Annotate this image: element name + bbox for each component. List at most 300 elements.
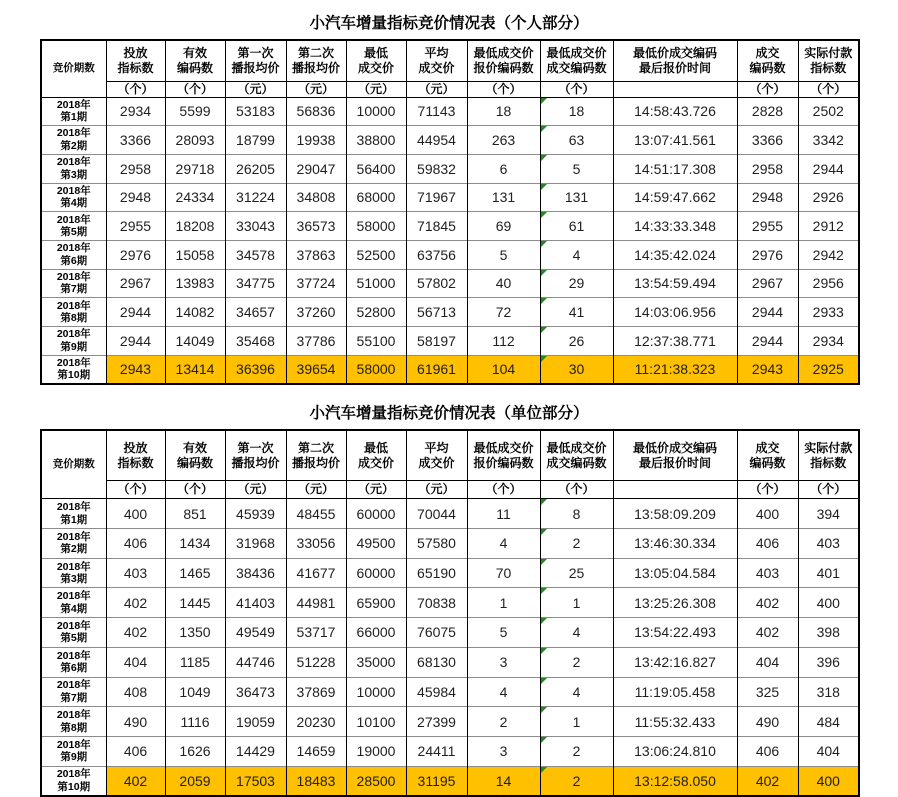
cell-last-bid-time: 13:54:22.493 xyxy=(613,618,737,648)
period-number: 第9期 xyxy=(60,340,88,353)
cell-lowest-deal-price: 49500 xyxy=(346,529,406,559)
column-header-label: 最低 xyxy=(363,440,388,455)
column-header-lowest-price-bid-codes xyxy=(467,430,540,481)
cell-actual-paid-quota: 401 xyxy=(798,558,859,588)
cell-lowest-price-bid-codes: 131 xyxy=(467,183,540,212)
cell-average-deal-price: 27399 xyxy=(406,707,467,737)
period-cell xyxy=(41,269,106,298)
cell-lowest-price-bid-codes: 112 xyxy=(467,327,540,356)
cell-lowest-deal-price: 66000 xyxy=(346,618,406,648)
table-row xyxy=(41,707,859,737)
cell-actual-paid-quota: 484 xyxy=(798,707,859,737)
column-header-deal-codes xyxy=(737,430,798,481)
table-row xyxy=(41,183,859,212)
column-unit-second-broadcast-avg: （元） xyxy=(286,481,346,499)
cell-second-broadcast-avg: 19938 xyxy=(286,126,346,155)
period-cell xyxy=(41,355,106,384)
cell-valid-codes: 28093 xyxy=(165,126,225,155)
cell-average-deal-price: 58197 xyxy=(406,327,467,356)
period-number: 第6期 xyxy=(60,254,88,267)
cell-lowest-price-bid-codes: 72 xyxy=(467,298,540,327)
cell-lowest-deal-price: 68000 xyxy=(346,183,406,212)
period-cell xyxy=(41,588,106,618)
cell-released-quota: 406 xyxy=(106,529,165,559)
cell-average-deal-price: 57802 xyxy=(406,269,467,298)
cell-first-broadcast-avg: 18799 xyxy=(225,126,286,155)
cell-released-quota: 406 xyxy=(106,736,165,766)
column-header-label: 指标数 xyxy=(117,455,154,470)
header-label-row xyxy=(41,40,859,81)
table-row xyxy=(41,327,859,356)
cell-released-quota: 2958 xyxy=(106,154,165,183)
report-sheet xyxy=(40,0,858,797)
column-header-label: 实际付款 xyxy=(804,45,853,60)
cell-lowest-price-deal-codes-with-comment-marker-icon: 2 xyxy=(540,766,613,796)
cell-valid-codes: 1445 xyxy=(165,588,225,618)
column-header-label: 指标数 xyxy=(810,455,847,470)
period-cell xyxy=(41,558,106,588)
column-header-label: 第一次 xyxy=(237,440,274,455)
cell-deal-codes: 2944 xyxy=(737,327,798,356)
cell-actual-paid-quota: 400 xyxy=(798,766,859,796)
cell-last-bid-time: 13:54:59.494 xyxy=(613,269,737,298)
period-number: 第1期 xyxy=(60,111,88,124)
period-cell xyxy=(41,97,106,126)
cell-first-broadcast-avg: 49549 xyxy=(225,618,286,648)
cell-released-quota: 402 xyxy=(106,588,165,618)
period-number: 第10期 xyxy=(57,369,91,382)
cell-actual-paid-quota: 2925 xyxy=(798,355,859,384)
cell-lowest-price-deal-codes-with-comment-marker-icon: 2 xyxy=(540,736,613,766)
period-cell xyxy=(41,677,106,707)
cell-lowest-price-bid-codes: 4 xyxy=(467,529,540,559)
cell-actual-paid-quota: 2934 xyxy=(798,327,859,356)
cell-first-broadcast-avg: 35468 xyxy=(225,327,286,356)
period-number: 第5期 xyxy=(60,226,88,239)
period-year: 2018年 xyxy=(56,590,91,603)
cell-lowest-deal-price: 52800 xyxy=(346,298,406,327)
cell-lowest-price-bid-codes: 70 xyxy=(467,558,540,588)
table-title-individual: 小汽车增量指标竞价情况表（个人部分） xyxy=(309,15,589,32)
period-year: 2018年 xyxy=(56,649,91,662)
table-row xyxy=(41,154,859,183)
period-cell xyxy=(41,183,106,212)
column-unit-lowest-price-bid-codes: （个） xyxy=(467,81,540,97)
cell-second-broadcast-avg: 29047 xyxy=(286,154,346,183)
column-header-label: 播报均价 xyxy=(231,60,280,75)
period-year: 2018年 xyxy=(56,619,91,632)
column-header-label: 最低价成交编码 xyxy=(632,440,717,455)
column-header-label: 投放 xyxy=(123,440,148,455)
column-unit-actual-paid-quota: （个） xyxy=(798,481,859,499)
cell-lowest-price-deal-codes-with-comment-marker-icon: 1 xyxy=(540,588,613,618)
period-year: 2018年 xyxy=(56,708,91,721)
cell-deal-codes: 404 xyxy=(737,647,798,677)
column-header-label: 编码数 xyxy=(176,60,213,75)
cell-average-deal-price: 70838 xyxy=(406,588,467,618)
cell-second-broadcast-avg: 41677 xyxy=(286,558,346,588)
cell-last-bid-time: 13:25:26.308 xyxy=(613,588,737,618)
column-header-second-broadcast-avg xyxy=(286,430,346,481)
period-number: 第2期 xyxy=(60,543,88,556)
table-row xyxy=(41,499,859,529)
cell-actual-paid-quota: 396 xyxy=(798,647,859,677)
column-header-label: 编码数 xyxy=(749,455,786,470)
cell-deal-codes: 2948 xyxy=(737,183,798,212)
cell-actual-paid-quota: 2956 xyxy=(798,269,859,298)
column-header-period xyxy=(41,430,106,499)
column-header-label: 编码数 xyxy=(749,60,786,75)
cell-lowest-deal-price: 10100 xyxy=(346,707,406,737)
cell-released-quota: 490 xyxy=(106,707,165,737)
cell-lowest-price-bid-codes: 104 xyxy=(467,355,540,384)
cell-lowest-price-deal-codes-with-comment-marker-icon: 61 xyxy=(540,212,613,241)
column-header-label: 第二次 xyxy=(297,45,334,60)
cell-released-quota: 2976 xyxy=(106,240,165,269)
cell-deal-codes: 2944 xyxy=(737,298,798,327)
cell-first-broadcast-avg: 17503 xyxy=(225,766,286,796)
cell-released-quota: 403 xyxy=(106,558,165,588)
cell-actual-paid-quota: 404 xyxy=(798,736,859,766)
cell-second-broadcast-avg: 51228 xyxy=(286,647,346,677)
cell-average-deal-price: 56713 xyxy=(406,298,467,327)
cell-lowest-price-deal-codes-with-comment-marker-icon: 2 xyxy=(540,647,613,677)
cell-released-quota: 3366 xyxy=(106,126,165,155)
column-unit-lowest-deal-price: （元） xyxy=(346,81,406,97)
cell-lowest-price-deal-codes-with-comment-marker-icon: 30 xyxy=(540,355,613,384)
cell-actual-paid-quota: 394 xyxy=(798,499,859,529)
column-header-last-bid-time xyxy=(613,40,737,81)
cell-lowest-price-deal-codes-with-comment-marker-icon: 26 xyxy=(540,327,613,356)
column-header-label: 最后报价时间 xyxy=(638,60,711,75)
period-year: 2018年 xyxy=(56,560,91,573)
column-header-label: 最低价成交编码 xyxy=(632,45,717,60)
cell-lowest-price-bid-codes: 5 xyxy=(467,618,540,648)
cell-average-deal-price: 70044 xyxy=(406,499,467,529)
table-row xyxy=(41,736,859,766)
period-cell xyxy=(41,647,106,677)
period-number: 第4期 xyxy=(60,197,88,210)
cell-actual-paid-quota: 2912 xyxy=(798,212,859,241)
header-unit-row xyxy=(41,481,859,499)
cell-last-bid-time: 11:55:32.433 xyxy=(613,707,737,737)
cell-released-quota: 2944 xyxy=(106,327,165,356)
column-header-label: 有效 xyxy=(182,45,207,60)
cell-valid-codes: 2059 xyxy=(165,766,225,796)
cell-deal-codes: 402 xyxy=(737,766,798,796)
period-year: 2018年 xyxy=(56,768,91,781)
column-header-label: 成交编码数 xyxy=(546,455,607,470)
cell-deal-codes: 2828 xyxy=(737,97,798,126)
column-unit-last-bid-time xyxy=(613,481,737,499)
cell-released-quota: 2943 xyxy=(106,355,165,384)
cell-first-broadcast-avg: 14429 xyxy=(225,736,286,766)
cell-first-broadcast-avg: 31968 xyxy=(225,529,286,559)
column-header-second-broadcast-avg xyxy=(286,40,346,81)
cell-last-bid-time: 14:03:06.956 xyxy=(613,298,737,327)
cell-first-broadcast-avg: 45939 xyxy=(225,499,286,529)
column-header-valid-codes xyxy=(165,40,225,81)
column-header-last-bid-time xyxy=(613,430,737,481)
cell-released-quota: 2934 xyxy=(106,97,165,126)
table-body xyxy=(41,97,859,384)
cell-lowest-deal-price: 19000 xyxy=(346,736,406,766)
cell-lowest-price-bid-codes: 6 xyxy=(467,154,540,183)
cell-average-deal-price: 71967 xyxy=(406,183,467,212)
column-header-label: 报价编码数 xyxy=(473,455,534,470)
column-header-label: 最后报价时间 xyxy=(638,455,711,470)
table-row xyxy=(41,558,859,588)
cell-valid-codes: 18208 xyxy=(165,212,225,241)
column-header-lowest-deal-price xyxy=(346,430,406,481)
cell-lowest-deal-price: 51000 xyxy=(346,269,406,298)
cell-first-broadcast-avg: 34775 xyxy=(225,269,286,298)
period-year: 2018年 xyxy=(56,156,91,169)
cell-last-bid-time: 13:05:04.584 xyxy=(613,558,737,588)
cell-deal-codes: 402 xyxy=(737,618,798,648)
cell-last-bid-time: 14:59:47.662 xyxy=(613,183,737,212)
period-number: 第1期 xyxy=(60,513,88,526)
cell-lowest-price-deal-codes-with-comment-marker-icon: 41 xyxy=(540,298,613,327)
period-number: 第8期 xyxy=(60,721,88,734)
cell-valid-codes: 13983 xyxy=(165,269,225,298)
cell-lowest-price-deal-codes-with-comment-marker-icon: 4 xyxy=(540,240,613,269)
period-year: 2018年 xyxy=(56,356,91,369)
cell-second-broadcast-avg: 34808 xyxy=(286,183,346,212)
cell-valid-codes: 15058 xyxy=(165,240,225,269)
column-unit-last-bid-time xyxy=(613,81,737,97)
cell-valid-codes: 1185 xyxy=(165,647,225,677)
cell-lowest-price-bid-codes: 14 xyxy=(467,766,540,796)
cell-released-quota: 404 xyxy=(106,647,165,677)
cell-first-broadcast-avg: 36396 xyxy=(225,355,286,384)
cell-valid-codes: 1626 xyxy=(165,736,225,766)
cell-released-quota: 408 xyxy=(106,677,165,707)
column-header-label: 播报均价 xyxy=(291,60,340,75)
table-header xyxy=(41,40,859,97)
period-cell xyxy=(41,529,106,559)
individual-auction-table-section xyxy=(40,11,858,385)
cell-average-deal-price: 76075 xyxy=(406,618,467,648)
column-header-label: 竞价期数 xyxy=(52,62,95,75)
cell-actual-paid-quota: 3342 xyxy=(798,126,859,155)
period-number: 第5期 xyxy=(60,632,88,645)
cell-lowest-deal-price: 52500 xyxy=(346,240,406,269)
cell-valid-codes: 1465 xyxy=(165,558,225,588)
cell-average-deal-price: 57580 xyxy=(406,529,467,559)
cell-actual-paid-quota: 2502 xyxy=(798,97,859,126)
cell-average-deal-price: 71845 xyxy=(406,212,467,241)
column-unit-lowest-price-deal-codes: （个） xyxy=(540,81,613,97)
cell-average-deal-price: 63756 xyxy=(406,240,467,269)
column-header-label: 成交价 xyxy=(357,60,394,75)
column-unit-actual-paid-quota: （个） xyxy=(798,81,859,97)
cell-lowest-price-bid-codes: 69 xyxy=(467,212,540,241)
cell-released-quota: 2948 xyxy=(106,183,165,212)
table-row xyxy=(41,97,859,126)
period-year: 2018年 xyxy=(56,98,91,111)
table-row xyxy=(41,766,859,796)
cell-first-broadcast-avg: 34657 xyxy=(225,298,286,327)
period-number: 第7期 xyxy=(60,283,88,296)
cell-lowest-price-bid-codes: 1 xyxy=(467,588,540,618)
column-unit-average-deal-price: （元） xyxy=(406,481,467,499)
cell-valid-codes: 851 xyxy=(165,499,225,529)
period-year: 2018年 xyxy=(56,184,91,197)
cell-lowest-price-deal-codes-with-comment-marker-icon: 4 xyxy=(540,618,613,648)
cell-deal-codes: 402 xyxy=(737,588,798,618)
column-unit-released-quota: （个） xyxy=(106,481,165,499)
cell-released-quota: 400 xyxy=(106,499,165,529)
cell-second-broadcast-avg: 14659 xyxy=(286,736,346,766)
period-cell xyxy=(41,499,106,529)
column-header-label: 最低成交价 xyxy=(546,440,607,455)
column-header-lowest-price-deal-codes xyxy=(540,430,613,481)
cell-last-bid-time: 11:21:38.323 xyxy=(613,355,737,384)
table-row xyxy=(41,618,859,648)
cell-first-broadcast-avg: 19059 xyxy=(225,707,286,737)
cell-average-deal-price: 68130 xyxy=(406,647,467,677)
period-cell xyxy=(41,298,106,327)
period-number: 第6期 xyxy=(60,662,88,675)
cell-average-deal-price: 65190 xyxy=(406,558,467,588)
period-cell xyxy=(41,707,106,737)
cell-lowest-price-bid-codes: 263 xyxy=(467,126,540,155)
cell-actual-paid-quota: 2933 xyxy=(798,298,859,327)
cell-lowest-deal-price: 58000 xyxy=(346,212,406,241)
period-year: 2018年 xyxy=(56,328,91,341)
cell-lowest-deal-price: 28500 xyxy=(346,766,406,796)
cell-second-broadcast-avg: 37863 xyxy=(286,240,346,269)
column-header-deal-codes xyxy=(737,40,798,81)
table-row xyxy=(41,647,859,677)
cell-average-deal-price: 31195 xyxy=(406,766,467,796)
cell-deal-codes: 2958 xyxy=(737,154,798,183)
header-unit-row xyxy=(41,81,859,97)
cell-second-broadcast-avg: 37786 xyxy=(286,327,346,356)
unit-auction-table xyxy=(40,429,860,797)
period-number: 第10期 xyxy=(57,780,91,793)
cell-lowest-price-bid-codes: 3 xyxy=(467,736,540,766)
period-number: 第8期 xyxy=(60,312,88,325)
period-cell xyxy=(41,618,106,648)
cell-first-broadcast-avg: 33043 xyxy=(225,212,286,241)
cell-lowest-price-deal-codes-with-comment-marker-icon: 2 xyxy=(540,529,613,559)
cell-lowest-price-bid-codes: 4 xyxy=(467,677,540,707)
column-unit-average-deal-price: （元） xyxy=(406,81,467,97)
cell-valid-codes: 1434 xyxy=(165,529,225,559)
column-header-label: 成交价 xyxy=(418,455,455,470)
cell-valid-codes: 1116 xyxy=(165,707,225,737)
unit-auction-table-section xyxy=(40,401,858,797)
period-cell xyxy=(41,327,106,356)
column-header-actual-paid-quota xyxy=(798,430,859,481)
cell-actual-paid-quota: 2942 xyxy=(798,240,859,269)
period-cell xyxy=(41,126,106,155)
column-header-label: 成交价 xyxy=(418,60,455,75)
cell-lowest-deal-price: 10000 xyxy=(346,97,406,126)
cell-lowest-price-deal-codes-with-comment-marker-icon: 1 xyxy=(540,707,613,737)
cell-deal-codes: 406 xyxy=(737,529,798,559)
column-header-label: 实际付款 xyxy=(804,440,853,455)
column-header-label: 编码数 xyxy=(176,455,213,470)
column-header-lowest-price-deal-codes xyxy=(540,40,613,81)
cell-first-broadcast-avg: 38436 xyxy=(225,558,286,588)
cell-actual-paid-quota: 400 xyxy=(798,588,859,618)
cell-second-broadcast-avg: 36573 xyxy=(286,212,346,241)
column-unit-deal-codes: （个） xyxy=(737,481,798,499)
cell-valid-codes: 14049 xyxy=(165,327,225,356)
cell-last-bid-time: 14:58:43.726 xyxy=(613,97,737,126)
cell-last-bid-time: 14:51:17.308 xyxy=(613,154,737,183)
cell-deal-codes: 325 xyxy=(737,677,798,707)
cell-deal-codes: 400 xyxy=(737,499,798,529)
period-number: 第2期 xyxy=(60,140,88,153)
period-number: 第3期 xyxy=(60,168,88,181)
cell-lowest-price-bid-codes: 2 xyxy=(467,707,540,737)
column-unit-deal-codes: （个） xyxy=(737,81,798,97)
cell-deal-codes: 2955 xyxy=(737,212,798,241)
cell-deal-codes: 2943 xyxy=(737,355,798,384)
cell-valid-codes: 13414 xyxy=(165,355,225,384)
header-label-row xyxy=(41,430,859,481)
column-header-valid-codes xyxy=(165,430,225,481)
cell-second-broadcast-avg: 37260 xyxy=(286,298,346,327)
period-year: 2018年 xyxy=(56,213,91,226)
cell-first-broadcast-avg: 31224 xyxy=(225,183,286,212)
column-header-label: 指标数 xyxy=(117,60,154,75)
cell-last-bid-time: 14:35:42.024 xyxy=(613,240,737,269)
cell-lowest-price-bid-codes: 40 xyxy=(467,269,540,298)
cell-lowest-price-deal-codes-with-comment-marker-icon: 131 xyxy=(540,183,613,212)
table-body xyxy=(41,499,859,796)
cell-second-broadcast-avg: 44981 xyxy=(286,588,346,618)
column-header-lowest-price-bid-codes xyxy=(467,40,540,81)
cell-lowest-price-deal-codes-with-comment-marker-icon: 4 xyxy=(540,677,613,707)
period-year: 2018年 xyxy=(56,270,91,283)
cell-average-deal-price: 61961 xyxy=(406,355,467,384)
table-header xyxy=(41,430,859,499)
column-header-label: 竞价期数 xyxy=(52,458,95,471)
cell-lowest-price-deal-codes-with-comment-marker-icon: 8 xyxy=(540,499,613,529)
cell-lowest-deal-price: 38800 xyxy=(346,126,406,155)
cell-deal-codes: 2967 xyxy=(737,269,798,298)
cell-deal-codes: 406 xyxy=(737,736,798,766)
cell-deal-codes: 490 xyxy=(737,707,798,737)
cell-valid-codes: 1049 xyxy=(165,677,225,707)
table-row xyxy=(41,677,859,707)
cell-actual-paid-quota: 318 xyxy=(798,677,859,707)
column-unit-lowest-price-deal-codes: （个） xyxy=(540,481,613,499)
cell-actual-paid-quota: 403 xyxy=(798,529,859,559)
table-title-unit: 小汽车增量指标竞价情况表（单位部分） xyxy=(309,404,589,422)
period-number: 第9期 xyxy=(60,751,88,764)
column-header-average-deal-price xyxy=(406,40,467,81)
column-header-label: 成交 xyxy=(755,440,780,455)
cell-last-bid-time: 12:37:38.771 xyxy=(613,327,737,356)
cell-lowest-price-deal-codes-with-comment-marker-icon: 63 xyxy=(540,126,613,155)
column-header-label: 播报均价 xyxy=(291,455,340,470)
cell-average-deal-price: 59832 xyxy=(406,154,467,183)
cell-last-bid-time: 13:58:09.209 xyxy=(613,499,737,529)
cell-last-bid-time: 13:42:16.827 xyxy=(613,647,737,677)
table-row xyxy=(41,298,859,327)
table-row xyxy=(41,588,859,618)
column-unit-valid-codes: （个） xyxy=(165,81,225,97)
period-cell xyxy=(41,736,106,766)
column-unit-second-broadcast-avg: （元） xyxy=(286,81,346,97)
cell-lowest-deal-price: 10000 xyxy=(346,677,406,707)
